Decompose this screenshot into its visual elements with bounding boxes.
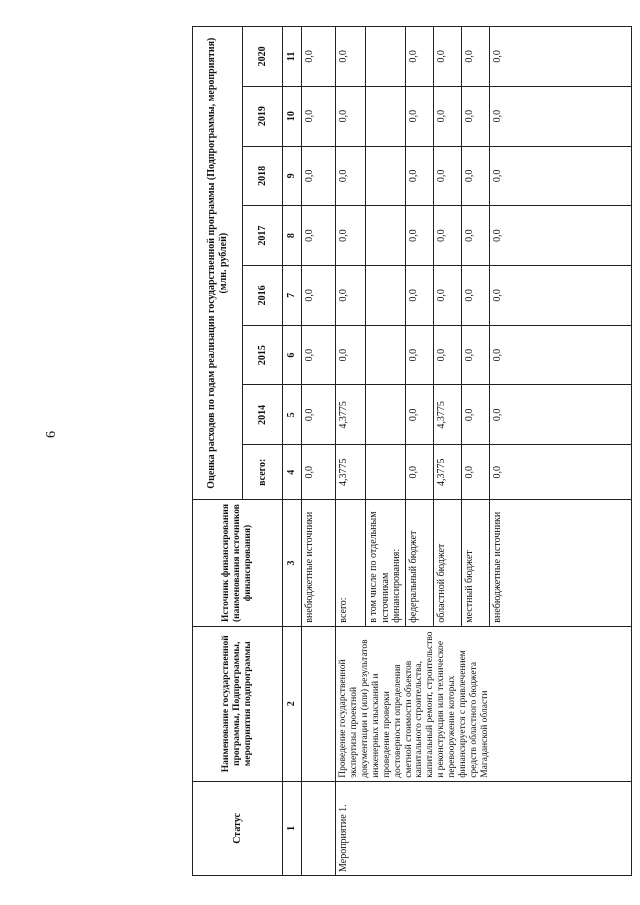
value-cell: 0,0 [336,206,366,266]
value-cell: 0,0 [302,325,336,385]
value-cell: 0,0 [406,325,434,385]
header-name: Наименование государственной программы, Подпрограммы, мероприятия подпрограммы [193,626,283,781]
value-cell: 0,0 [336,86,366,146]
measure-status: Мероприятие 1. [336,781,632,875]
value-cell: 0,0 [406,445,434,500]
value-cell: 0,0 [434,146,462,206]
value-cell: 0,0 [490,86,632,146]
value-cell: 0,0 [462,206,490,266]
column-number: 7 [283,266,302,326]
header-year: 2017 [243,206,283,266]
value-cell [366,86,406,146]
value-cell [366,325,406,385]
column-number: 11 [283,27,302,87]
value-cell: 0,0 [406,266,434,326]
value-cell: 0,0 [434,206,462,266]
value-cell: 0,0 [336,27,366,87]
source-cell: федеральный бюджет [406,500,434,626]
value-cell: 0,0 [462,325,490,385]
value-cell: 0,0 [490,266,632,326]
header-year: 2016 [243,266,283,326]
value-cell: 0,0 [434,86,462,146]
value-cell: 0,0 [302,206,336,266]
value-cell: 0,0 [490,325,632,385]
source-cell: областной бюджет [434,500,462,626]
value-cell: 0,0 [336,266,366,326]
header-year: 2018 [243,146,283,206]
column-number: 5 [283,385,302,445]
page-number: 6 [44,431,59,438]
value-cell [366,146,406,206]
status-cell [302,781,336,875]
header-year: 2015 [243,325,283,385]
value-cell: 0,0 [302,86,336,146]
header-estimate: Оценка расходов по годам реализации государственной программы (Подпрограммы, мероприятия) (млн. рублей) [193,27,243,500]
header-year: 2019 [243,86,283,146]
value-cell: 0,0 [462,86,490,146]
value-cell: 0,0 [490,206,632,266]
value-cell: 0,0 [462,27,490,87]
value-cell: 0,0 [434,27,462,87]
column-number: 9 [283,146,302,206]
value-cell: 0,0 [336,325,366,385]
source-cell: местный бюджет [462,500,490,626]
value-cell: 0,0 [434,266,462,326]
value-cell: 0,0 [490,146,632,206]
value-cell: 0,0 [462,385,490,445]
column-number: 4 [283,445,302,500]
header-status: Статус [193,781,283,875]
value-cell [366,27,406,87]
table-row [336,27,366,876]
value-cell: 4,3775 [336,385,366,445]
value-cell: 0,0 [302,146,336,206]
value-cell: 0,0 [406,385,434,445]
budget-table [192,26,632,876]
value-cell: 0,0 [434,325,462,385]
value-cell: 0,0 [302,27,336,87]
value-cell: 0,0 [302,266,336,326]
measure-name: Проведение государственной экспертизы проектной документации и (или) результатов инженерных изысканий и проведение проверки достоверности определения сметной стоимости объектов капитального строительства, капитальный ремонт, строительство и реконструкция или техническое перевооружение которых финансируется с привлечением средств областного бюджета Магаданской области [336,626,632,781]
value-cell [366,206,406,266]
value-cell: 4,3775 [434,385,462,445]
source-cell: внебюджетные источники [490,500,632,626]
value-cell [366,266,406,326]
value-cell: 0,0 [462,266,490,326]
value-cell: 0,0 [406,146,434,206]
value-cell: 0,0 [302,445,336,500]
header-year: 2020 [243,27,283,87]
value-cell: 0,0 [406,206,434,266]
header-year: 2014 [243,385,283,445]
value-cell: 0,0 [462,445,490,500]
value-cell: 0,0 [490,385,632,445]
rotated-table-container [192,26,632,876]
column-numbers-row [283,27,302,876]
value-cell: 0,0 [406,27,434,87]
column-number: 3 [283,500,302,626]
value-cell: 0,0 [302,385,336,445]
source-cell: внебюджетные источники [302,500,336,626]
header-source: Источник финансирования (наименования источников финансирования) [193,500,283,626]
value-cell: 0,0 [462,146,490,206]
header-total: всего: [243,445,283,500]
value-cell [366,385,406,445]
value-cell: 0,0 [490,27,632,87]
value-cell: 4,3775 [434,445,462,500]
column-number: 2 [283,626,302,781]
column-number: 1 [283,781,302,875]
source-cell: всего: [336,500,366,626]
name-cell [302,626,336,781]
column-number: 8 [283,206,302,266]
source-cell: в том числе по отдельным источникам финансирования: [366,500,406,626]
table-row [302,27,336,876]
value-cell: 0,0 [490,445,632,500]
column-number: 10 [283,86,302,146]
column-number: 6 [283,325,302,385]
value-cell: 0,0 [406,86,434,146]
value-cell: 0,0 [336,146,366,206]
value-cell [366,445,406,500]
value-cell: 4,3775 [336,445,366,500]
